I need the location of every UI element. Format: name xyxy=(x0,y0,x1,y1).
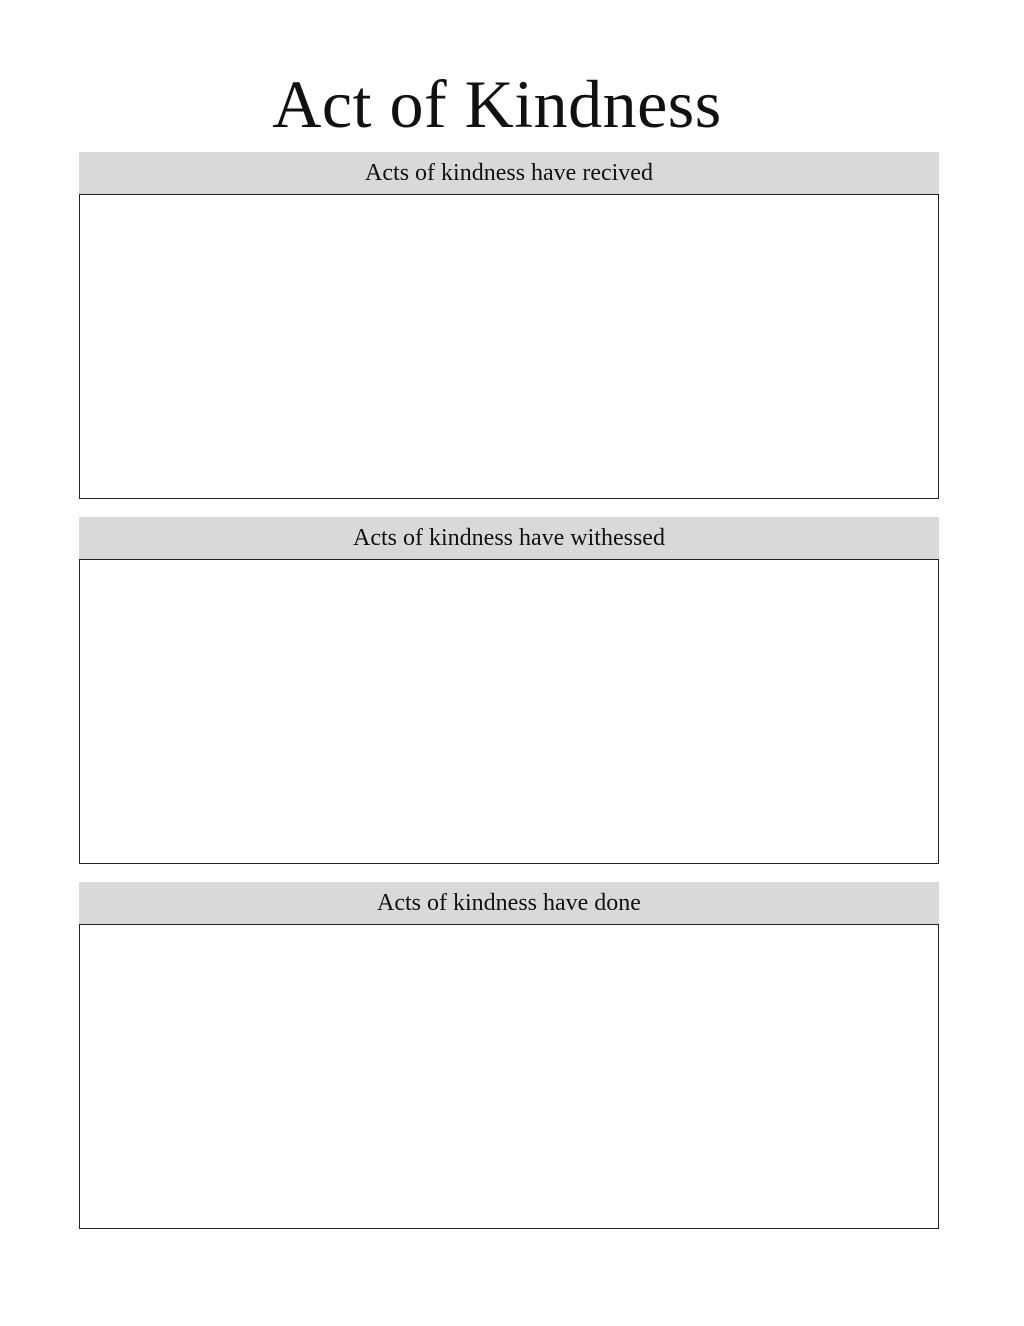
writing-box-done[interactable] xyxy=(79,924,939,1229)
writing-box-witnessed[interactable] xyxy=(79,559,939,864)
section-done xyxy=(79,882,939,1229)
section-header-witnessed: Acts of kindness have withessed xyxy=(79,517,939,559)
writing-box-received[interactable] xyxy=(79,194,939,499)
section-witnessed xyxy=(79,517,939,864)
section-header-done: Acts of kindness have done xyxy=(79,882,939,924)
section-header-received: Acts of kindness have recived xyxy=(79,152,939,194)
page-title: Act of Kindness xyxy=(272,66,722,142)
section-received xyxy=(79,152,939,499)
